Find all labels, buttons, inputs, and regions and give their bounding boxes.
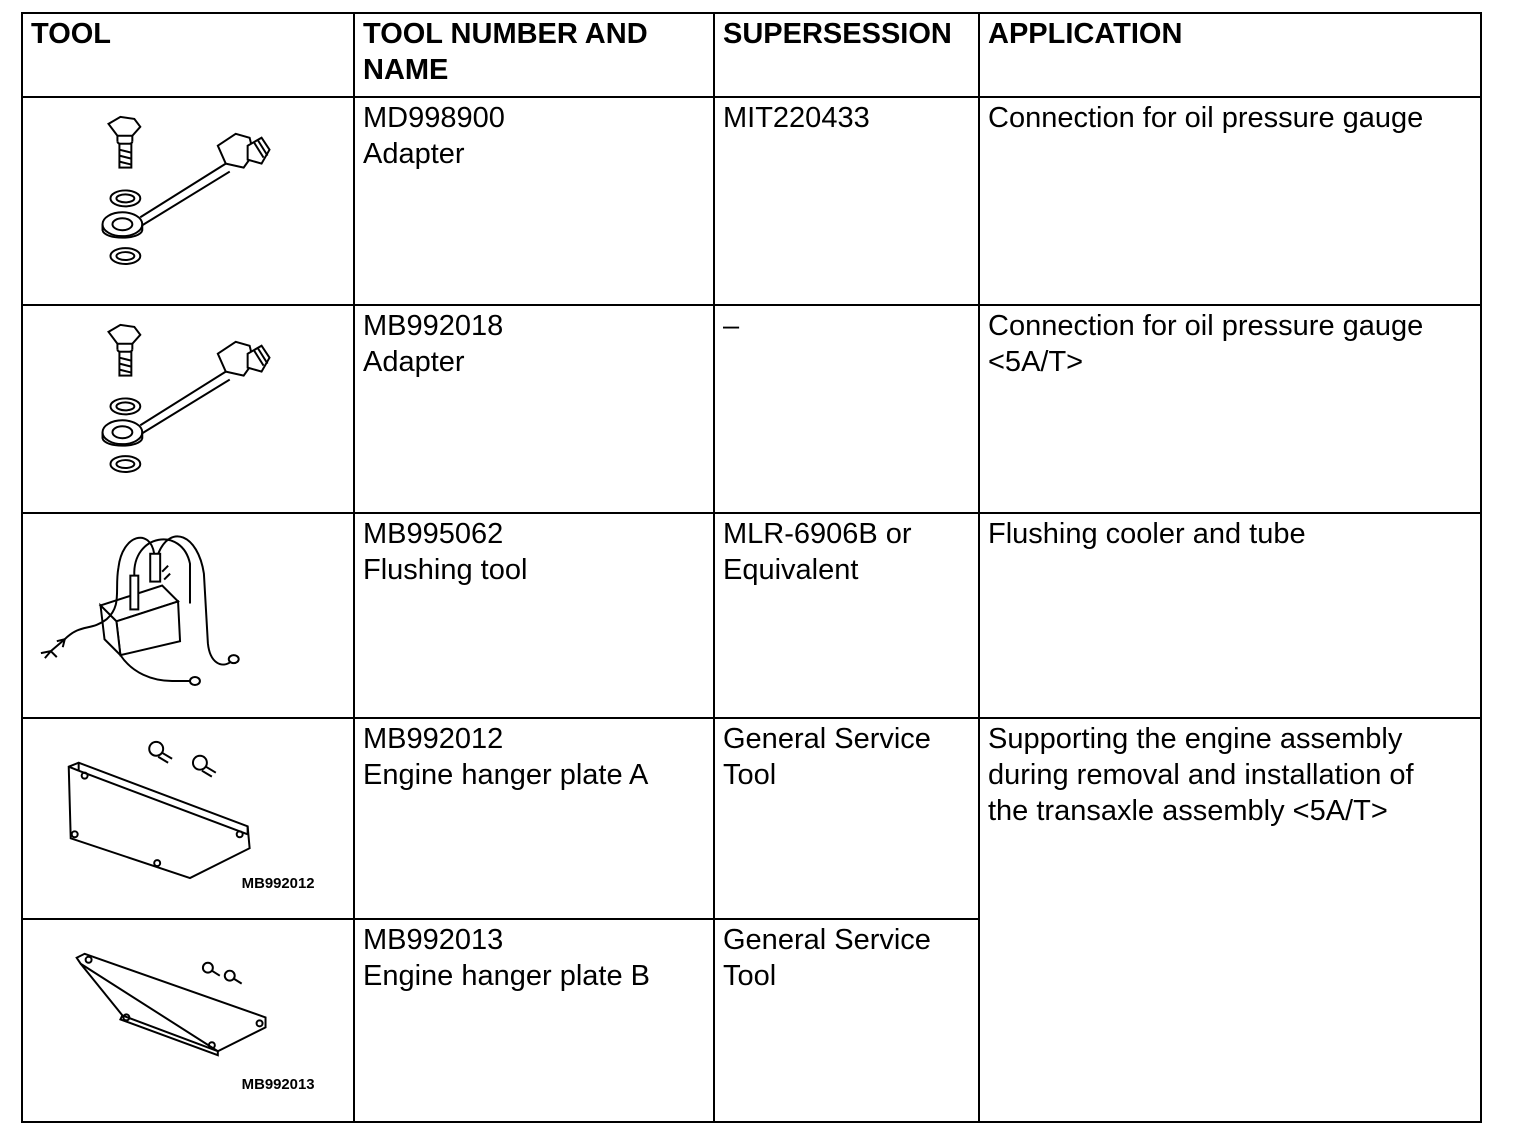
application-cell: Flushing cooler and tube [979,513,1481,719]
tool-number-name-cell [354,513,714,719]
supersession-cell: MLR-6906B or Equivalent [714,513,979,719]
flushing-tool-illustration [23,514,353,718]
supersession-cell: – [714,305,979,513]
tool-name: Adapter [363,138,465,170]
adapter-tool-illustration [23,306,353,512]
tool-number: MB992013 [363,924,504,957]
plate-caption: MB992013 [241,1077,315,1094]
table-row [22,305,1481,513]
header-tool: TOOL [22,13,354,97]
supersession-cell: General Service Tool [714,919,979,1122]
application-cell: Supporting the engine assembly during removal and installation of the transaxle assembly <5A/T> [979,718,1481,1122]
plate-caption: MB992012 [241,876,315,893]
tool-name: Flushing tool [363,553,528,586]
header-application: APPLICATION [979,13,1481,97]
table-row [22,513,1481,719]
tool-number-name-cell [354,718,714,919]
hanger-plate-illustration [23,920,353,1121]
tool-number-name-cell [354,305,714,513]
adapter-tool-illustration [23,98,353,304]
tool-illustration-cell [22,305,354,513]
table-row [22,97,1481,305]
tool-number-name-cell [354,919,714,1122]
tool-name: Adapter [363,345,465,378]
header-supersession: SUPERSESSION [714,13,979,97]
tool-illustration-cell [22,513,354,719]
supersession-cell: MIT220433 [714,97,979,305]
special-tools-table [21,12,1482,1123]
tool-number-name-cell [354,97,714,305]
tool-number: MB992018 [363,309,504,342]
tool-illustration-cell [22,97,354,305]
supersession-cell: General Service Tool [714,718,979,919]
application-cell: Connection for oil pressure gauge [979,97,1481,305]
header-row [22,13,1481,97]
tool-number: MD998900 [363,102,505,134]
tool-number: MB995062 [363,517,504,550]
hanger-plate-illustration [23,719,353,918]
tool-name: Engine hanger plate B [363,960,650,993]
header-tool-number-and-name: TOOL NUMBER AND NAME [354,13,714,97]
tool-illustration-cell [22,718,354,919]
tool-illustration-cell [22,919,354,1122]
application-cell: Connection for oil pressure gauge <5A/T> [979,305,1481,513]
tool-number: MB992012 [363,723,504,756]
table-row [22,718,1481,919]
tool-name: Engine hanger plate A [363,759,649,792]
